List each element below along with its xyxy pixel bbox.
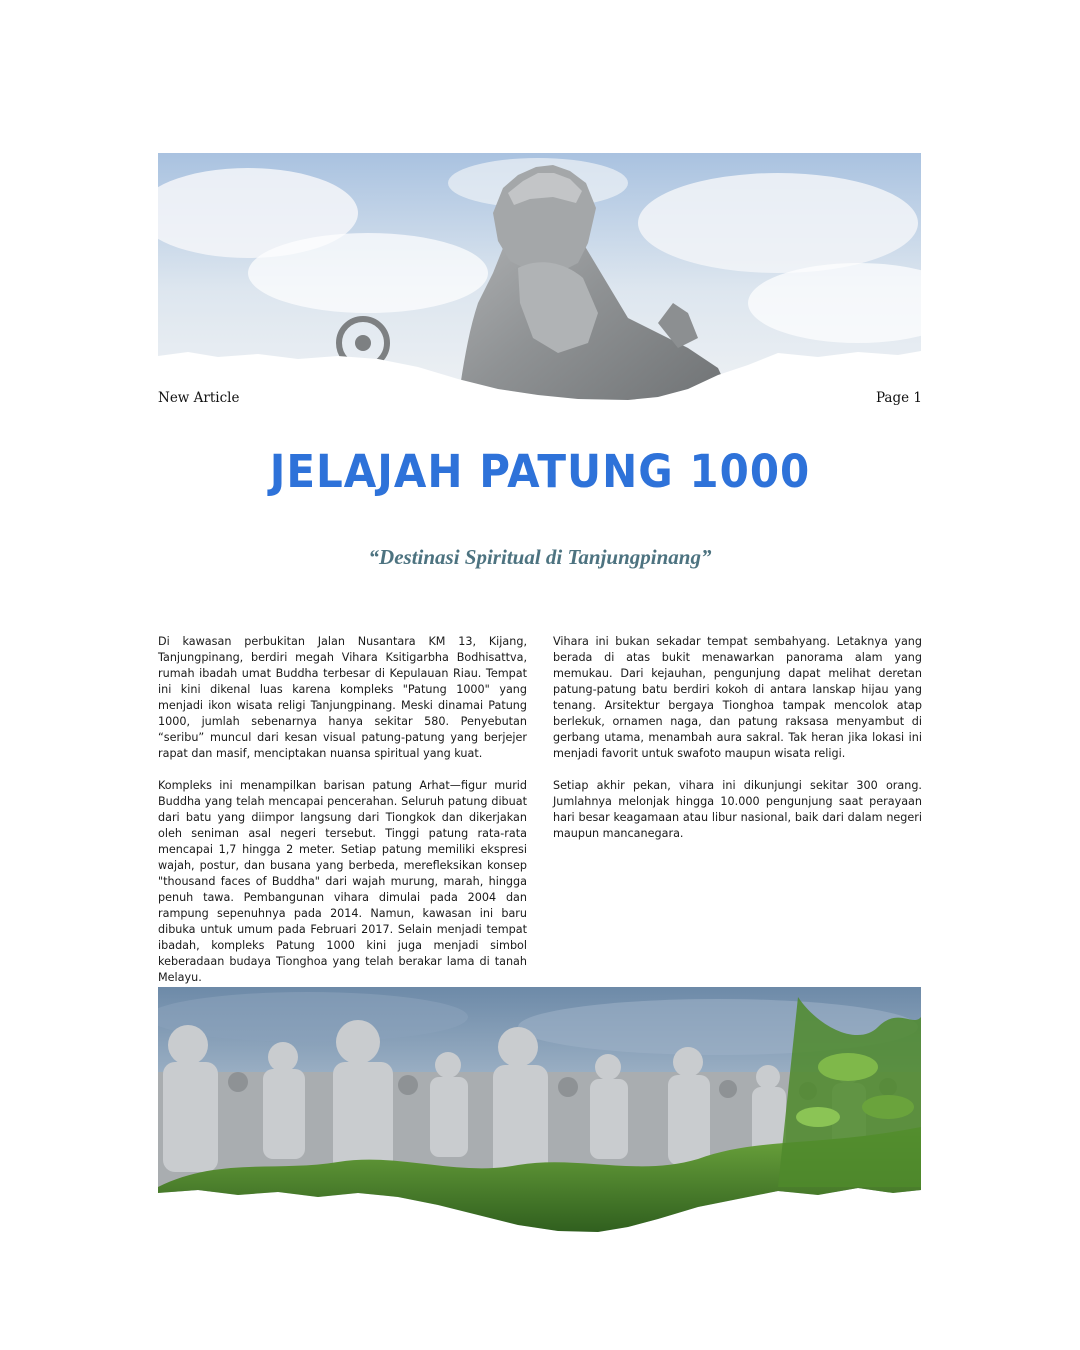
article-right-column <box>553 634 922 858</box>
paragraph: Kompleks ini menampilkan barisan patung Arhat—figur murid Buddha yang telah mencapai pencerahan. Seluruh patung dibuat dari batu yang diimpor langsung dari Tiongkok dan dikerjakan oleh seniman asal negeri tersebut. Tinggi patung rata-rata mencapai 1,7 hingga 2 meter. Setiap patung memiliki ekspresi wajah, postur, dan busana yang berbeda, merefleksikan konsep "thousand faces of Buddha" dari wajah murung, marah, hingga penuh tawa. Pembangunan vihara dimulai pada 2004 dan rampung sepenuhnya pada 2014. Namun, kawasan ini baru dibuka untuk umum pada Februari 2017. Selain menjadi tempat ibadah, kompleks Patung 1000 kini juga menjadi simbol keberadaan budaya Tionghoa yang telah berakar lama di tanah Melayu. <box>158 779 527 984</box>
article-subtitle: “Destinasi Spiritual di Tanjungpinang” <box>368 545 712 569</box>
header-section-label: New Article <box>158 390 240 406</box>
paragraph: Vihara ini bukan sekadar tempat sembahyang. Letaknya yang berada di atas bukit menawarkan panorama alam yang memukau. Dari kejauhan, pengunjung dapat melihat deretan patung-patung batu berdiri kokoh di antara lanskap hijau yang tenang. Arsitektur bergaya Tionghoa tampak mencolok atap berlekuk, ornamen naga, dan patung raksasa menyambut di gerbang utama, menambah aura sakral. Tak heran jika lokasi ini menjadi favorit untuk swafoto maupun wisata religi. <box>553 635 922 760</box>
hero-statue-photo <box>158 153 921 400</box>
page-number: Page 1 <box>875 390 922 406</box>
article-title: JELAJAH PATUNG 1000 <box>269 445 811 498</box>
paragraph: Setiap akhir pekan, vihara ini dikunjungi sekitar 300 orang. Jumlahnya melonjak hingga 10.000 pengunjung saat perayaan hari besar keagamaan atau libur nasional, baik dari dalam negeri maupun mancanegara. <box>553 779 922 840</box>
article-left-column <box>158 634 527 1002</box>
paragraph: Di kawasan perbukitan Jalan Nusantara KM 13, Kijang, Tanjungpinang, berdiri megah Vihara Ksitigarbha Bodhisattva, rumah ibadah umat Buddha terbesar di Kepulauan Riau. Tempat ini kini dikenal luas karena kompleks "Patung 1000" yang menjadi ikon wisata religi Tanjungpinang. Meski dinamai Patung 1000, jumlah sebenarnya hanya sekitar 580. Penyebutan “seribu” muncul dari kesan visual patung-patung yang berjejer rapat dan masif, menciptakan nuansa spiritual yang kuat. <box>158 635 527 760</box>
arhat-statues-photo <box>158 987 921 1234</box>
